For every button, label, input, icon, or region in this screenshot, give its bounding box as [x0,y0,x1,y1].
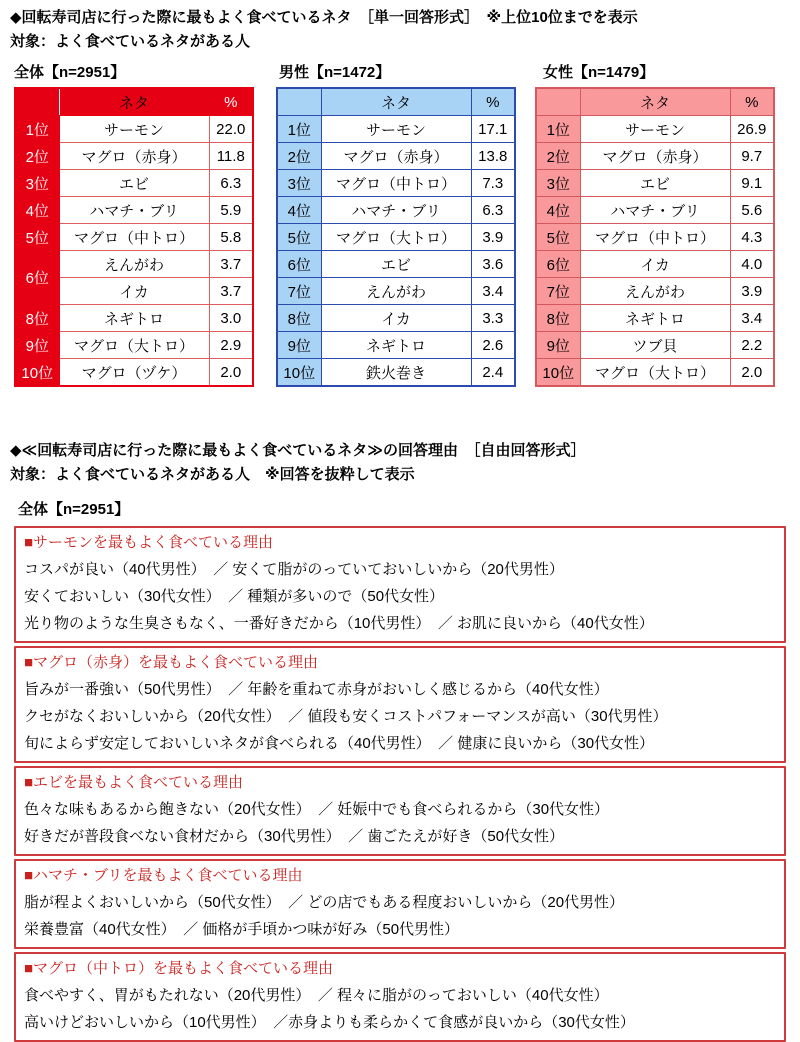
rank-cell: 3位 [15,170,59,197]
rank-cell: 9位 [536,332,580,359]
section2-caption: 全体【n=2951】 [18,501,130,518]
neta-cell: サーモン [321,116,471,143]
pct-cell: 22.0 [209,116,253,143]
neta-cell: ハマチ・ブリ [321,197,471,224]
neta-cell: マグロ（中トロ） [59,224,209,251]
rank-header-cell [536,88,580,116]
rank-cell: 6位 [277,251,321,278]
reason-box-maguro-chutoro [14,952,786,1042]
neta-cell: イカ [580,251,730,278]
pct-header-cell: % [209,88,253,116]
ranking-table-female [535,87,775,387]
rank-cell: 5位 [15,224,59,251]
rank-cell: 4位 [536,197,580,224]
rank-cell: 7位 [277,278,321,305]
table-row [536,116,774,143]
neta-cell: エビ [321,251,471,278]
table-row [277,305,515,332]
table-row [15,197,253,224]
rank-cell: 2位 [536,143,580,170]
table-row [277,224,515,251]
rank-cell-merged: 6位 [15,251,59,305]
rank-cell: 4位 [277,197,321,224]
table-row [277,251,515,278]
table-header-row [15,88,253,116]
neta-cell: マグロ（大トロ） [321,224,471,251]
reason-line: クセがなくおいしいから（20代女性） ／ 値段も安くコストパフォーマンスが高い（30代男性） [24,708,668,725]
pct-cell: 5.6 [730,197,774,224]
section2-target-note: 対象：よく食べているネタがある人 ※回答を抜粋して表示 [10,466,415,483]
neta-cell: マグロ（ヅケ） [59,359,209,387]
table-row [15,359,253,387]
pct-header-cell: % [730,88,774,116]
rank-cell: 8位 [15,305,59,332]
pct-cell: 2.4 [471,359,515,387]
pct-cell: 3.3 [471,305,515,332]
table-row [536,278,774,305]
reasons-section [10,439,788,1042]
rank-cell: 9位 [277,332,321,359]
caption-female: 女性【n=1479】 [542,64,655,81]
rank-cell: 3位 [536,170,580,197]
neta-cell: ネギトロ [59,305,209,332]
table-header-row [536,88,774,116]
table-row [15,224,253,251]
rank-cell: 10位 [15,359,59,387]
table-row [536,170,774,197]
table-row [536,143,774,170]
pct-cell: 11.8 [209,143,253,170]
reason-line: 旬によらず安定しておいしいネタが食べられる（40代男性） ／ 健康に良いから（30代女性） [24,735,655,752]
table-row [15,305,253,332]
pct-cell: 5.8 [209,224,253,251]
rank-cell: 8位 [536,305,580,332]
pct-cell: 4.0 [730,251,774,278]
neta-cell: イカ [321,305,471,332]
pct-cell: 3.7 [209,278,253,305]
rank-cell: 4位 [15,197,59,224]
neta-cell: ツブ貝 [580,332,730,359]
reason-line: 色々な味もあるから飽きない（20代女性） ／ 妊娠中でも食べられるから（30代女性） [24,801,610,818]
rank-cell: 9位 [15,332,59,359]
table-row [277,278,515,305]
reason-line: 脂が程よくおいしいから（50代女性） ／ どの店でもある程度おいしいから（20代男性） [24,894,625,911]
neta-cell: マグロ（赤身） [580,143,730,170]
pct-cell: 3.0 [209,305,253,332]
neta-cell: マグロ（中トロ） [580,224,730,251]
pct-cell: 6.3 [471,197,515,224]
table-row [15,332,253,359]
table-row [15,116,253,143]
rank-cell: 1位 [277,116,321,143]
neta-cell: マグロ（赤身） [59,143,209,170]
reason-title: ■エビを最もよく食べている理由 [24,774,244,791]
rank-cell: 7位 [536,278,580,305]
reason-box-ebi [14,766,786,856]
reason-line: 好きだが普段食べない食材だから（30代男性） ／ 歯ごたえが好き（50代女性） [24,828,565,845]
neta-cell: エビ [59,170,209,197]
ranking-tables-row [10,87,788,387]
section2-title: ◆≪回転寿司店に行った際に最もよく食べているネタ≫の回答理由 ［自由回答形式］ [10,442,586,459]
neta-cell: イカ [59,278,209,305]
neta-cell: エビ [580,170,730,197]
table-row [536,197,774,224]
rank-header-cell [277,88,321,116]
table-row [277,359,515,387]
pct-cell: 13.8 [471,143,515,170]
table-captions-row [10,63,788,83]
reason-line: 光り物のような生臭さもなく、一番好きだから（10代男性） ／ お肌に良いから（40代女性） [24,615,654,632]
rank-cell: 10位 [536,359,580,387]
neta-header-cell: ネタ [59,88,209,116]
pct-header-cell: % [471,88,515,116]
caption-male: 男性【n=1472】 [278,64,391,81]
rank-cell: 1位 [15,116,59,143]
caption-overall: 全体【n=2951】 [14,64,126,81]
table-row [277,116,515,143]
table-row [15,251,253,278]
neta-header-cell: ネタ [321,88,471,116]
reason-line: 食べやすく、胃がもたれない（20代男性） ／ 程々に脂がのっておいしい（40代女性） [24,987,609,1004]
neta-cell: サーモン [580,116,730,143]
pct-cell: 6.3 [209,170,253,197]
pct-cell: 17.1 [471,116,515,143]
rank-cell: 5位 [536,224,580,251]
neta-cell: えんがわ [59,251,209,278]
pct-cell: 3.4 [471,278,515,305]
neta-cell: ネギトロ [321,332,471,359]
neta-cell: 鉄火巻き [321,359,471,387]
table-header-row [277,88,515,116]
pct-cell: 3.9 [730,278,774,305]
rank-cell: 5位 [277,224,321,251]
pct-cell: 5.9 [209,197,253,224]
table-row [536,332,774,359]
pct-cell: 9.1 [730,170,774,197]
neta-cell: えんがわ [580,278,730,305]
rank-cell: 8位 [277,305,321,332]
neta-header-cell: ネタ [580,88,730,116]
pct-cell: 9.7 [730,143,774,170]
pct-cell: 26.9 [730,116,774,143]
reason-title: ■マグロ（赤身）を最もよく食べている理由 [24,654,319,671]
reason-line: 高いけどおいしいから（10代男性） ／赤身よりも柔らかくて食感が良いから（30代女性） [24,1014,635,1031]
pct-cell: 2.9 [209,332,253,359]
pct-cell: 3.7 [209,251,253,278]
neta-cell: マグロ（大トロ） [59,332,209,359]
table-row [277,143,515,170]
reason-line: 旨みが一番強い（50代男性） ／ 年齢を重ねて赤身がおいしく感じるから（40代女性） [24,681,609,698]
pct-cell: 2.2 [730,332,774,359]
table-row [536,224,774,251]
page-title: ◆回転寿司店に行った際に最もよく食べているネタ ［単一回答形式］ ※上位10位までを表示 [10,9,638,26]
reason-line: 安くておいしい（30代女性） ／ 種類が多いので（50代女性） [24,588,445,605]
table-row [536,251,774,278]
ranking-table-male [276,87,516,387]
rank-cell: 3位 [277,170,321,197]
neta-cell: ハマチ・ブリ [580,197,730,224]
reason-line: コスパが良い（40代男性） ／ 安くて脂がのっていておいしいから（20代男性） [24,561,564,578]
target-note: 対象：よく食べているネタがある人 [10,33,251,50]
neta-cell: えんがわ [321,278,471,305]
reason-title: ■マグロ（中トロ）を最もよく食べている理由 [24,960,334,977]
reason-box-maguro-akami [14,646,786,763]
pct-cell: 3.6 [471,251,515,278]
rank-cell: 2位 [15,143,59,170]
table-row [536,305,774,332]
pct-cell: 4.3 [730,224,774,251]
rank-cell: 10位 [277,359,321,387]
pct-cell: 2.0 [209,359,253,387]
pct-cell: 3.4 [730,305,774,332]
rank-cell: 1位 [536,116,580,143]
rank-header-cell [15,88,59,116]
neta-cell: マグロ（赤身） [321,143,471,170]
table-row [536,359,774,387]
reason-title: ■サーモンを最もよく食べている理由 [24,534,274,551]
pct-cell: 7.3 [471,170,515,197]
pct-cell: 2.6 [471,332,515,359]
neta-cell: サーモン [59,116,209,143]
reason-box-salmon [14,526,786,643]
table-row [277,332,515,359]
neta-cell: マグロ（大トロ） [580,359,730,387]
rank-cell: 2位 [277,143,321,170]
pct-cell: 2.0 [730,359,774,387]
table-row [277,170,515,197]
reason-title: ■ハマチ・ブリを最もよく食べている理由 [24,867,303,884]
neta-cell: マグロ（中トロ） [321,170,471,197]
table-row [277,197,515,224]
reason-box-hamachi-buri [14,859,786,949]
ranking-table-overall [14,87,254,387]
neta-cell: ハマチ・ブリ [59,197,209,224]
pct-cell: 3.9 [471,224,515,251]
reason-line: 栄養豊富（40代女性） ／ 価格が手頃かつ味が好み（50代男性） [24,921,460,938]
neta-cell: ネギトロ [580,305,730,332]
rank-cell: 6位 [536,251,580,278]
table-row [15,143,253,170]
table-row [15,170,253,197]
